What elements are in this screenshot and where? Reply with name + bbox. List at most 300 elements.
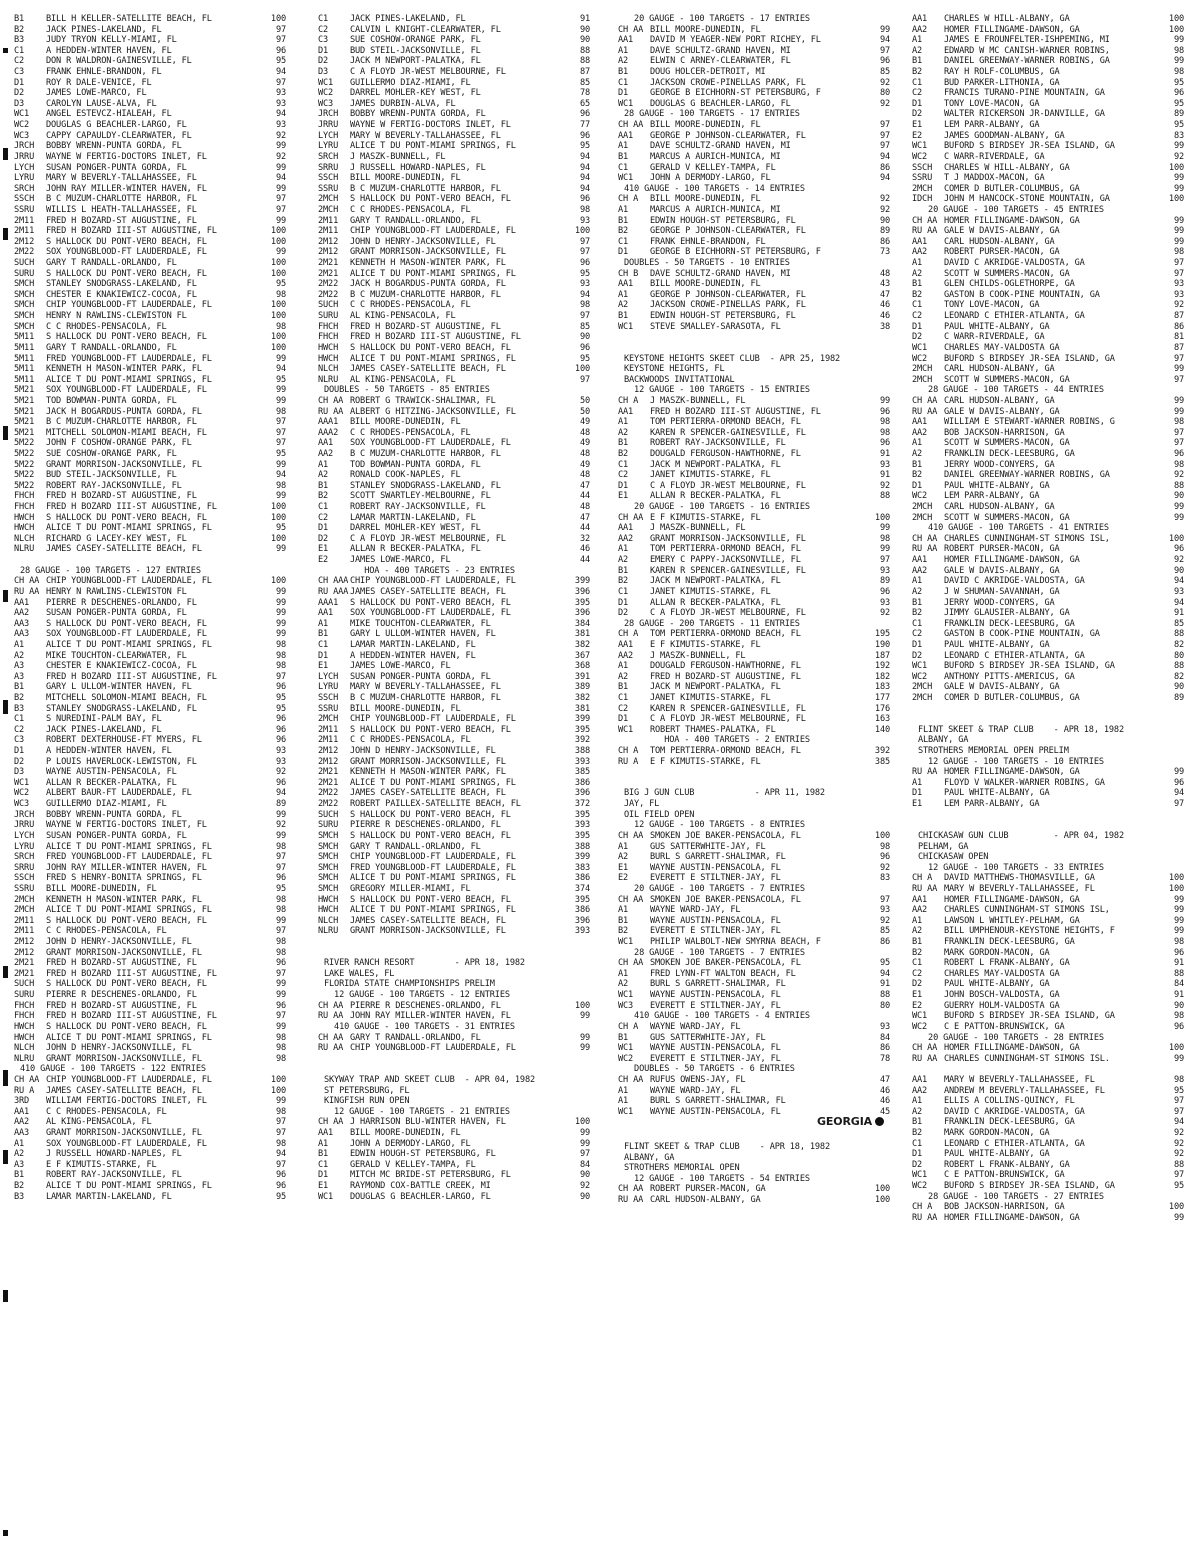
results-column-3 — [618, 14, 890, 1206]
shooter-name: FRANKLIN DECK-LEESBURG, GA — [944, 448, 1075, 459]
result-row — [14, 460, 286, 471]
event-header: SKYWAY TRAP AND SKEET CLUB - APR 04, 1982 — [324, 1074, 536, 1085]
shooter-name: C WARR-RIVERDALE, GA — [944, 332, 1045, 343]
shooter-name: ROBERT PURSER-MACON, GA — [944, 544, 1060, 555]
score: 92 — [879, 862, 890, 873]
score: 95 — [275, 693, 286, 703]
shooter-name: HOMER FILLINGAME-DAWSON, GA — [944, 767, 1080, 778]
shooter-name: ROBERT DEXTERHOUSE-FT MYERS, FL — [46, 735, 202, 746]
shooter-name: JACKSON CROWE-PINELLAS PARK, FL — [650, 77, 806, 88]
shooter-name: JANET KIMUTIS-STARKE, FL — [650, 693, 771, 703]
score: 90 — [1173, 565, 1184, 576]
result-row — [14, 1096, 286, 1107]
class-code: SSCH — [318, 693, 339, 703]
class-code: HWCH — [14, 1021, 35, 1032]
shooter-name: BILL MOORE-DUNEDIN, FL — [650, 194, 761, 205]
shooter-name: GARY T RANDALL-ORLANDO, FL — [350, 215, 481, 226]
result-row — [14, 428, 286, 439]
score: 95 — [879, 958, 890, 969]
result-row — [618, 1033, 890, 1044]
result-row — [14, 375, 286, 386]
shooter-name: EDWIN HOUGH-ST PETERSBURG, FL — [350, 1149, 496, 1160]
class-code: NLCH — [318, 364, 339, 375]
shooter-name: PAUL WHITE-ALBANY, GA — [944, 979, 1050, 990]
score: 98 — [275, 841, 286, 852]
score: 96 — [879, 406, 890, 417]
score: 100 — [874, 512, 890, 523]
class-code: D2 — [14, 88, 25, 99]
result-row — [14, 916, 286, 927]
score: 99 — [1173, 915, 1184, 926]
score: 372 — [574, 799, 590, 810]
class-code: AA2 — [912, 905, 928, 916]
score: 97 — [879, 45, 890, 56]
event-header: 410 GAUGE - 100 TARGETS - 31 ENTRIES — [324, 1021, 515, 1032]
class-code: C1 — [912, 618, 923, 629]
score: 46 — [879, 1096, 890, 1107]
result-row — [14, 322, 286, 333]
score: 90 — [579, 35, 590, 46]
class-code: 2MCH — [14, 894, 35, 905]
shooter-name: RONALD COOK-NAPLES, FL — [350, 470, 461, 481]
shooter-name: JOHN D HENRY-JACKSONVILLE, FL — [350, 746, 496, 757]
class-code: C1 — [14, 45, 25, 56]
shooter-name: GARY T RANDALL-ORLANDO, FL — [350, 841, 481, 852]
result-row — [912, 396, 1184, 407]
result-row — [318, 608, 590, 619]
score: 99 — [1173, 1053, 1184, 1064]
result-row — [912, 173, 1184, 184]
shooter-name: BOB JACKSON-HARRISON, GA — [944, 1202, 1065, 1213]
event-header: FLORIDA STATE CHAMPIONSHIPS PRELIM — [324, 979, 495, 990]
score: 98 — [1173, 937, 1184, 948]
result-row — [618, 916, 890, 927]
result-row — [912, 788, 1184, 799]
result-row — [912, 576, 1184, 587]
class-code: B1 — [618, 67, 629, 78]
shooter-name: MARCUS A AURICH-MUNICA, MI — [650, 204, 781, 215]
event-header: 12 GAUGE - 100 TARGETS - 54 ENTRIES — [624, 1173, 810, 1184]
score: 99 — [1173, 226, 1184, 237]
shooter-name: WALTER RICKERSON JR-DANVILLE, GA — [944, 109, 1105, 120]
shooter-name: BILL H KELLER-SATELLITE BEACH, FL — [46, 14, 212, 24]
score: 399 — [574, 576, 590, 587]
event-header: ALBANY, GA — [918, 735, 969, 746]
result-row — [318, 735, 590, 746]
class-code: B1 — [912, 937, 923, 948]
result-row — [618, 725, 890, 736]
result-row — [318, 1170, 590, 1181]
class-code: B1 — [618, 438, 629, 449]
shooter-name: C C RHODES-PENSACOLA, FL — [350, 427, 471, 438]
score: 99 — [1173, 926, 1184, 937]
score: 96 — [275, 45, 286, 56]
class-code: B2 — [618, 576, 629, 587]
class-code: A1 — [618, 289, 629, 300]
class-code: FHCH — [318, 332, 339, 343]
score: 88 — [1173, 480, 1184, 491]
shooter-name: ALLAN R BECKER-PALATKA, FL — [350, 544, 481, 555]
result-row — [912, 778, 1184, 789]
shooter-name: MIKE TOUCHTON-CLEARWATER, FL — [350, 618, 491, 629]
class-code: CH AA — [912, 1043, 938, 1054]
shooter-name: CHIP YOUNGBLOOD-FT LAUDERDALE, FL — [46, 1074, 212, 1085]
shooter-name: JACK PINES-LAKELAND, FL — [46, 724, 162, 735]
shooter-name: J W SHUMAN-SAVANNAH, GA — [944, 586, 1060, 597]
class-code: B1 — [912, 279, 923, 290]
result-row — [14, 120, 286, 131]
result-row — [912, 926, 1184, 937]
shooter-name: C A FLOYD JR-WEST MELBOURNE, FL — [350, 533, 506, 544]
shooter-name: GRANT MORRISON-JACKSONVILLE, FL — [46, 947, 202, 958]
class-code: D3 — [318, 67, 329, 78]
result-row — [14, 534, 286, 545]
result-row — [318, 237, 590, 248]
score: 96 — [275, 1181, 286, 1192]
score: 96 — [275, 958, 286, 969]
event-header: 410 GAUGE - 100 TARGETS - 14 ENTRIES — [624, 183, 805, 194]
class-code: E1 — [912, 799, 923, 810]
result-row — [14, 608, 286, 619]
class-code: D1 — [14, 77, 25, 88]
score: 92 — [879, 204, 890, 215]
result-row — [14, 831, 286, 842]
result-row — [318, 417, 590, 428]
score: 97 — [1173, 1106, 1184, 1117]
shooter-name: HOMER FILLINGAME-DAWSON, GA — [944, 215, 1080, 226]
result-row — [14, 173, 286, 184]
shooter-name: FRED H BOZARD III-ST AUGUSTINE, FL — [46, 226, 217, 237]
shooter-name: SCOTT W SUMMERS-MACON, GA — [944, 374, 1070, 385]
class-code: SUCH — [318, 809, 339, 820]
score: 99 — [879, 395, 890, 406]
result-row — [618, 661, 890, 672]
score: 32 — [579, 533, 590, 544]
result-row — [14, 1170, 286, 1181]
result-row — [618, 640, 890, 651]
class-code: A1 — [912, 438, 923, 449]
class-code: B3 — [14, 703, 25, 714]
score: 90 — [1173, 491, 1184, 502]
score: 97 — [879, 141, 890, 152]
score: 73 — [879, 247, 890, 258]
score: 100 — [270, 300, 286, 311]
score: 86 — [879, 937, 890, 948]
result-row — [14, 279, 286, 290]
score: 98 — [879, 427, 890, 438]
class-code: CH AAA — [318, 576, 349, 587]
class-code: 2M11 — [14, 915, 35, 926]
result-row — [912, 226, 1184, 237]
shooter-name: CHIP YOUNGBLOOD-FT LAUDERDALE, FL — [350, 714, 516, 725]
score: 99 — [275, 141, 286, 152]
shooter-name: DAVID C AKRIDGE-VALDOSTA, GA — [944, 1106, 1085, 1117]
score: 99 — [879, 24, 890, 35]
class-code: D2 — [318, 533, 329, 544]
shooter-name: JANET KIMUTIS-STARKE, FL — [650, 586, 771, 597]
shooter-name: JACK H BOGARDUS-PUNTA GORDA, FL — [350, 279, 506, 290]
result-row — [618, 226, 890, 237]
shooter-name: SOX YOUNGBLOOD-FT LAUDERDALE, FL — [46, 1138, 207, 1149]
result-row — [618, 672, 890, 683]
class-code: RU AA — [912, 883, 938, 894]
result-row — [14, 725, 286, 736]
result-row — [912, 311, 1184, 322]
shooter-name: S HALLOCK DU PONT-VERO BEACH, FL — [46, 979, 207, 990]
class-code: 5M21 — [14, 395, 35, 406]
score: 100 — [270, 342, 286, 353]
shooter-name: ROBERT RAY-JACKSONVILLE, FL — [46, 1170, 182, 1181]
result-row — [618, 714, 890, 725]
class-code: AA1 — [318, 1127, 334, 1138]
result-row — [618, 396, 890, 407]
class-code: CH AA — [618, 24, 644, 35]
score: 97 — [275, 862, 286, 873]
result-row — [14, 767, 286, 778]
score: 96 — [275, 724, 286, 735]
score: 48 — [879, 268, 890, 279]
class-code: CH AA — [618, 958, 644, 969]
score: 96 — [579, 109, 590, 120]
score: 97 — [1173, 1096, 1184, 1107]
score: 82 — [1173, 671, 1184, 682]
shooter-name: MARY W BEVERLY-TALLAHASSEE, FL — [350, 130, 501, 141]
shooter-name: ALICE T DU PONT-MIAMI SPRINGS, FL — [46, 841, 212, 852]
spacer — [618, 343, 890, 354]
class-code: C2 — [912, 968, 923, 979]
class-code: RU AA — [318, 1011, 344, 1022]
shooter-name: RAY H ROLF-COLUMBUS, GA — [944, 67, 1060, 78]
result-row — [318, 1043, 590, 1054]
shooter-name: GALE W DAVIS-ALBANY, GA — [944, 565, 1060, 576]
shooter-name: C C RHODES-PENSACOLA, FL — [46, 321, 167, 332]
shooter-name: GALE W DAVIS-ALBANY, GA — [944, 406, 1060, 417]
class-code: AA1 — [318, 438, 334, 449]
shooter-name: CHARLES W HILL-ALBANY, GA — [944, 14, 1070, 24]
shooter-name: GUERRY HOLM-VALDOSTA GA — [944, 1000, 1060, 1011]
class-code: A1 — [912, 258, 923, 269]
result-row — [618, 608, 890, 619]
result-row — [618, 693, 890, 704]
score: 95 — [579, 141, 590, 152]
result-row — [618, 598, 890, 609]
shooter-name: HOMER FILLINGAME-DAWSON, GA — [944, 1043, 1080, 1054]
class-code: 2MCH — [318, 714, 339, 725]
shooter-name: AL KING-PENSACOLA, FL — [46, 1117, 152, 1128]
score: 98 — [275, 937, 286, 948]
class-code: 2MCH — [318, 194, 339, 205]
shooter-name: GEORGE P JOHNSON-CLEARWATER, FL — [650, 130, 806, 141]
shooter-name: FRED YOUNGBLOOD-FT LAUDERDALE, FL — [46, 852, 212, 863]
score: 386 — [574, 905, 590, 916]
result-row — [618, 629, 890, 640]
score: 96 — [275, 777, 286, 788]
shooter-name: E F KIMUTIS-STARKE, FL — [650, 512, 761, 523]
shooter-name: GERALD V KELLEY-TAMPA, FL — [350, 1159, 476, 1170]
result-row — [14, 216, 286, 227]
result-row — [14, 109, 286, 120]
score: 77 — [579, 120, 590, 131]
result-row — [318, 1192, 590, 1203]
result-row — [14, 385, 286, 396]
event-header: 28 GAUGE - 100 TARGETS - 7 ENTRIES — [624, 947, 805, 958]
result-row — [14, 470, 286, 481]
result-row — [14, 1086, 286, 1097]
score: 84 — [1173, 979, 1184, 990]
class-code: CH AA — [912, 395, 938, 406]
shooter-name: GRANT MORRISON-JACKSONVILLE, FL — [46, 459, 202, 470]
score: 92 — [1173, 300, 1184, 311]
shooter-name: BILL MOORE-DUNEDIN, FL — [350, 703, 461, 714]
class-code: A1 — [618, 905, 629, 916]
shooter-name: CHIP YOUNGBLOOD-FT LAUDERDALE, FL — [350, 852, 516, 863]
result-row — [618, 979, 890, 990]
shooter-name: BILL MOORE-DUNEDIN, FL — [650, 279, 761, 290]
result-row — [14, 205, 286, 216]
class-code: 2M22 — [318, 788, 339, 799]
result-row — [14, 1043, 286, 1054]
score: 384 — [574, 618, 590, 629]
class-code: SURU — [14, 268, 35, 279]
score: 88 — [879, 491, 890, 502]
result-row — [618, 152, 890, 163]
score: 98 — [275, 480, 286, 491]
shooter-name: FRED H BOZARD III-ST AUGUSTINE, FL — [46, 502, 217, 513]
class-code: WC2 — [14, 120, 30, 131]
shooter-name: JAMES LOWE-MARCO, FL — [46, 88, 147, 99]
class-code: B1 — [618, 1032, 629, 1043]
shooter-name: KENNETH H MASON-WINTER PARK, FL — [350, 767, 506, 778]
shooter-name: S HALLOCK DU PONT-VERO BEACH, FL — [46, 236, 207, 247]
score: 93 — [879, 565, 890, 576]
score: 99 — [1173, 215, 1184, 226]
score: 98 — [275, 1138, 286, 1149]
result-row — [912, 300, 1184, 311]
score: 395 — [574, 809, 590, 820]
score: 396 — [574, 586, 590, 597]
class-code: WC3 — [318, 98, 334, 109]
score: 99 — [275, 586, 286, 597]
shooter-name: GARY T RANDALL-ORLANDO, FL — [350, 1032, 481, 1043]
shooter-name: S HALLOCK DU PONT-VERO BEACH, FL — [46, 332, 207, 343]
score: 385 — [874, 756, 890, 767]
shooter-name: S HALLOCK DU PONT-VERO BEACH, FL — [46, 1021, 207, 1032]
shooter-name: ROBERT RAY-JACKSONVILLE, FL — [46, 480, 182, 491]
margin-mark — [3, 1530, 8, 1536]
event-header: 28 GAUGE - 100 TARGETS - 44 ENTRIES — [918, 385, 1104, 396]
shooter-name: MARY W BEVERLY-TALLAHASSEE, FL — [46, 173, 197, 184]
result-row — [912, 46, 1184, 57]
shooter-name: KENNETH H MASON-WINTER PARK, FL — [46, 364, 202, 375]
shooter-name: DANIEL GREENWAY-WARNER ROBINS, GA — [944, 56, 1110, 67]
score: 84 — [579, 1159, 590, 1170]
class-code: FHCH — [318, 321, 339, 332]
result-row — [912, 88, 1184, 99]
class-code: B2 — [912, 289, 923, 300]
score: 92 — [879, 77, 890, 88]
class-code: HWCH — [14, 523, 35, 534]
class-code: CH AA — [318, 1000, 344, 1011]
shooter-name: GRANT MORRISON-JACKSONVILLE, FL — [650, 533, 806, 544]
shooter-name: KENNETH H MASON-WINTER PARK, FL — [46, 894, 202, 905]
shooter-name: JOHN BOSCH-VALDOSTA, GA — [944, 990, 1060, 1001]
event-header: 28 GAUGE - 100 TARGETS - 27 ENTRIES — [918, 1191, 1104, 1202]
shooter-name: BUFORD S BIRDSEY JR-SEA ISLAND, GA — [944, 141, 1115, 152]
shooter-name: JACK M NEWPORT-PALATKA, FL — [650, 682, 781, 693]
score: 374 — [574, 883, 590, 894]
event-header: 12 GAUGE - 100 TARGETS - 21 ENTRIES — [324, 1106, 510, 1117]
result-row — [318, 1160, 590, 1171]
result-row — [318, 555, 590, 566]
shooter-name: J MASZK-BUNNELL, FL — [650, 650, 746, 661]
shooter-name: S NUREDINI-PALM BAY, FL — [46, 714, 162, 725]
shooter-name: E F KIMUTIS-STARKE, FL — [46, 1159, 157, 1170]
result-row — [14, 1149, 286, 1160]
score: 97 — [879, 130, 890, 141]
result-row — [618, 491, 890, 502]
shooter-name: FRED H BOZARD-ST AUGUSTINE, FL — [46, 491, 197, 502]
event-header: 28 GAUGE - 100 TARGETS - 17 ENTRIES — [624, 109, 800, 120]
shooter-name: BUD STEIL-JACKSONVILLE, FL — [350, 45, 481, 56]
shooter-name: FRED H BOZARD-ST AUGUSTINE, FL — [46, 1000, 197, 1011]
result-row — [318, 714, 590, 725]
result-row — [318, 491, 590, 502]
class-code: B2 — [618, 926, 629, 937]
score: 87 — [1173, 342, 1184, 353]
result-row — [912, 375, 1184, 386]
result-row — [14, 1075, 286, 1086]
shooter-name: FRED H BOZARD III-ST AUGUSTINE, FL — [46, 968, 217, 979]
class-code: IDCH — [912, 194, 933, 205]
result-row — [14, 300, 286, 311]
shooter-name: JANET KIMUTIS-STARKE, FL — [650, 470, 771, 481]
result-row — [318, 651, 590, 662]
margin-mark — [3, 966, 8, 978]
class-code: AA1 — [318, 608, 334, 619]
class-code: A2 — [912, 586, 923, 597]
class-code: B2 — [912, 947, 923, 958]
shooter-name: BOBBY WRENN-PUNTA GORDA, FL — [350, 109, 486, 120]
class-code: D1 — [318, 45, 329, 56]
result-row — [14, 704, 286, 715]
result-row — [618, 704, 890, 715]
shooter-name: A HEDDEN-WINTER HAVEN, FL — [46, 45, 172, 56]
result-row — [618, 173, 890, 184]
result-row — [14, 56, 286, 67]
class-code: WC1 — [318, 1191, 334, 1202]
result-row — [14, 576, 286, 587]
result-row — [912, 1096, 1184, 1107]
result-row — [912, 131, 1184, 142]
shooter-name: GERALD V KELLEY-TAMPA, FL — [650, 162, 776, 173]
event-header: 20 GAUGE - 100 TARGETS - 28 ENTRIES — [918, 1032, 1104, 1043]
shooter-name: KAREN R SPENCER-GAINESVILLE, FL — [650, 565, 806, 576]
result-row — [912, 460, 1184, 471]
shooter-name: WAYNE AUSTIN-PENSACOLA, FL — [650, 915, 781, 926]
score: 97 — [579, 374, 590, 385]
score: 97 — [275, 35, 286, 46]
shooter-name: CARL HUDSON-ALBANY, GA — [944, 236, 1055, 247]
class-code: SSCH — [14, 873, 35, 884]
score: 99 — [1173, 406, 1184, 417]
event-header: 20 GAUGE - 100 TARGETS - 7 ENTRIES — [624, 883, 805, 894]
result-row — [14, 640, 286, 651]
shooter-name: ROBERT THAMES-PALATKA, FL — [650, 724, 776, 735]
result-row — [912, 120, 1184, 131]
result-row — [618, 651, 890, 662]
result-row — [14, 1117, 286, 1128]
result-row — [14, 598, 286, 609]
